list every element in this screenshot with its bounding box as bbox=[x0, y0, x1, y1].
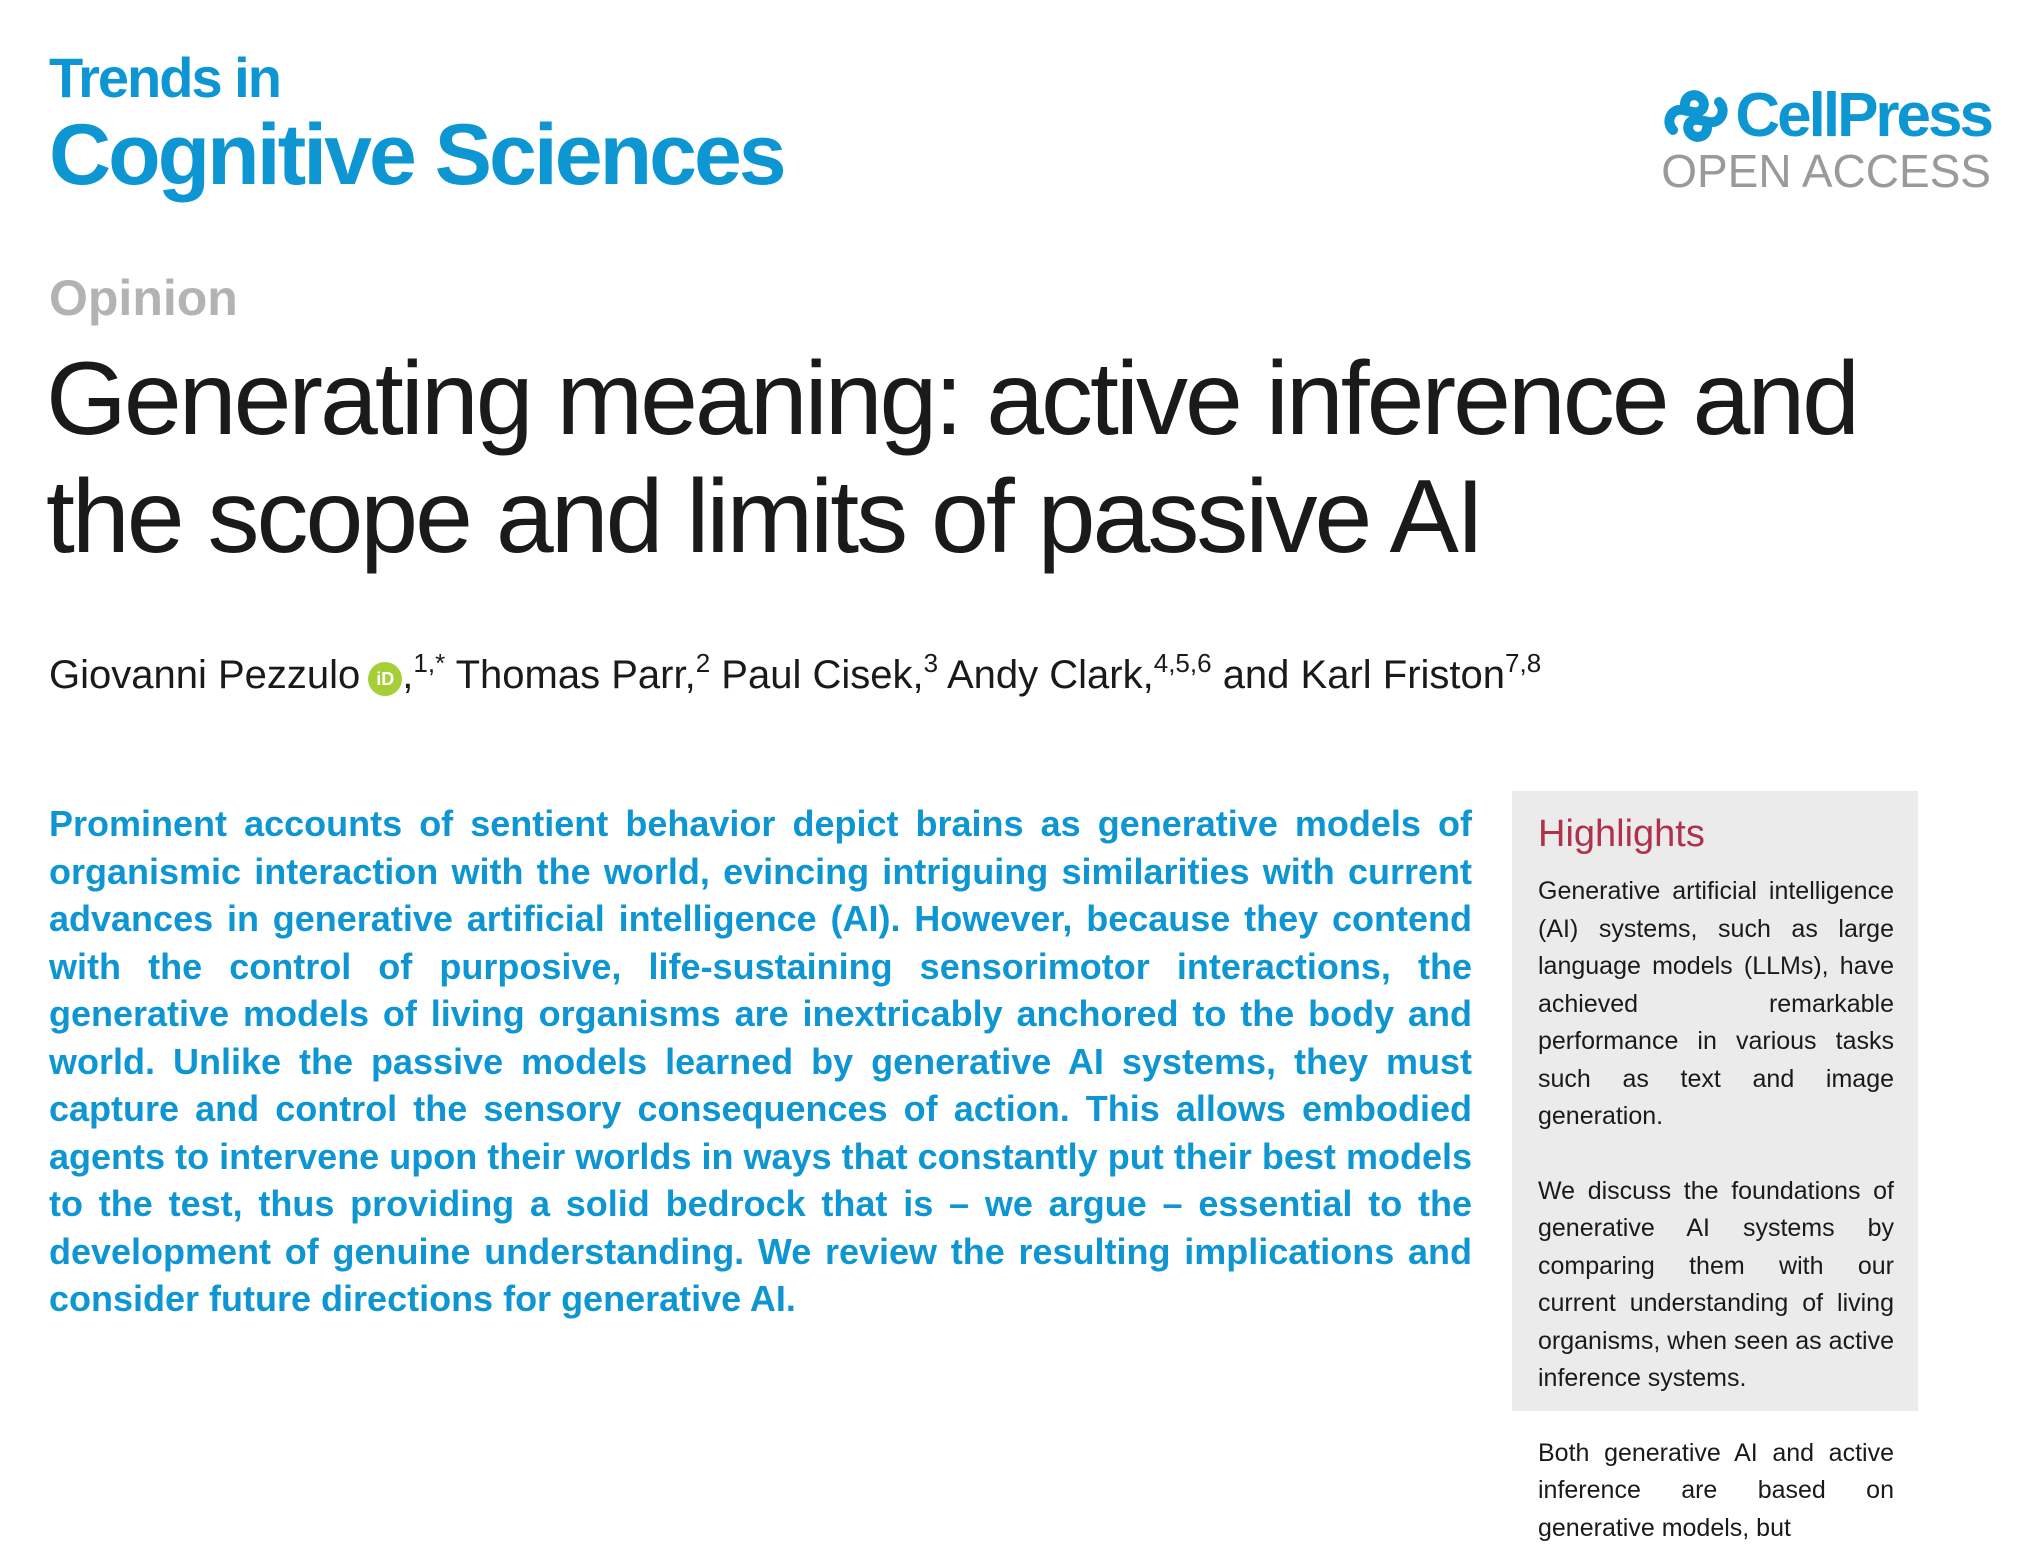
author-name[interactable]: Thomas Parr, bbox=[456, 653, 696, 697]
author-affiliation[interactable]: 4,5,6 bbox=[1154, 648, 1212, 678]
journal-name-line1: Trends in bbox=[49, 48, 280, 108]
journal-name-line2: Cognitive Sciences bbox=[49, 108, 784, 202]
highlights-box bbox=[1512, 791, 1918, 1411]
author-affiliation[interactable]: 2 bbox=[696, 648, 710, 678]
author-affiliation[interactable]: 7,8 bbox=[1505, 648, 1541, 678]
author-affiliation[interactable]: 1,* bbox=[413, 648, 445, 678]
open-access-label: OPEN ACCESS bbox=[1661, 146, 1991, 196]
author-affiliation[interactable]: 3 bbox=[924, 648, 938, 678]
author-name[interactable]: and Karl Friston bbox=[1223, 653, 1505, 697]
author-name[interactable]: Giovanni Pezzulo bbox=[49, 653, 360, 697]
author-list: Giovanni Pezzulo iD ,$^{1,*}$ Thomas Parr,$^2$ Paul Cisek,$^3$ Andy Clark,$^{4,5,6}$ and Karl Friston$^{7,8}$ bbox=[49, 650, 1541, 700]
abstract: Prominent accounts of sentient behavior depict brains as generative models of organismic interaction with the world, evincing intriguing similarities with current advances in generative artificial intelligence (AI). However, because they contend with the control of purposive, life-sustaining sensorimotor interactions, the generative models of living organisms are inextricably anchored to the body and world. Unlike the passive models learned by generative AI systems, they must capture and control the sensory consequences of action. This allows embodied agents to intervene upon their worlds in ways that constantly put their best models to the test, thus providing a solid bedrock that is – we argue – essential to the development of genuine understanding. We review the resulting implications and consider future directions for generative AI. bbox=[49, 800, 1472, 1323]
article-title: Generating meaning: active inference and the scope and limits of passive AI bbox=[46, 340, 2006, 576]
cellpress-logo-icon bbox=[1663, 86, 1729, 146]
article-type: Opinion bbox=[49, 270, 238, 326]
highlights-heading: Highlights bbox=[1538, 809, 1894, 859]
orcid-icon[interactable]: iD bbox=[368, 662, 402, 696]
author-name[interactable]: Andy Clark, bbox=[947, 653, 1154, 697]
author-name[interactable]: Paul Cisek, bbox=[721, 653, 923, 697]
publisher-name: CellPress bbox=[1735, 84, 1991, 148]
highlight-paragraph: We discuss the foundations of generative AI systems by comparing them with our current understanding of living organisms, when seen as active inference systems. bbox=[1538, 1173, 1894, 1398]
highlight-paragraph: Generative artificial intelligence (AI) systems, such as large language models (LLMs), have achieved remarkable performance in various tasks such as text and image generation. bbox=[1538, 873, 1894, 1136]
highlight-paragraph: Both generative AI and active inference are based on generative models, but bbox=[1538, 1435, 1894, 1547]
publisher-logo[interactable] bbox=[1661, 84, 1991, 196]
